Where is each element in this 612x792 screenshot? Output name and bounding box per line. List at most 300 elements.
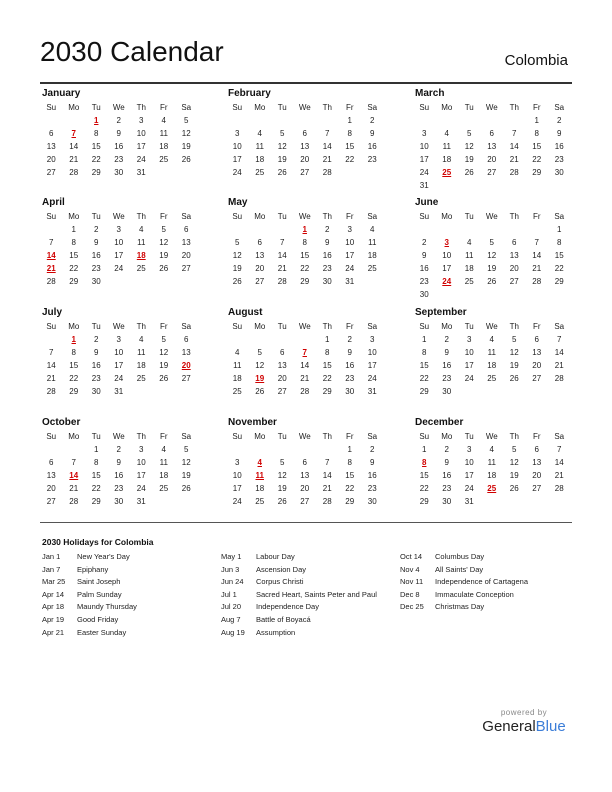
day: 24 <box>136 484 146 493</box>
day: 20 <box>277 374 287 383</box>
day: 24 <box>419 168 429 177</box>
day: 12 <box>277 142 287 151</box>
holiday-day: 25 <box>442 168 452 177</box>
day: 1 <box>422 335 427 344</box>
weekday-label: We <box>298 432 311 441</box>
day: 5 <box>161 225 166 234</box>
weekday-label: Mo <box>441 103 453 112</box>
day: 22 <box>69 374 79 383</box>
day: 27 <box>487 168 497 177</box>
day: 28 <box>554 374 564 383</box>
day: 22 <box>532 155 542 164</box>
day: 8 <box>325 348 330 357</box>
day: 19 <box>181 142 191 151</box>
weekday-label: We <box>112 432 125 441</box>
holiday-column <box>221 551 377 639</box>
weekday-label: Mo <box>68 322 80 331</box>
day: 6 <box>534 445 539 454</box>
day: 26 <box>277 497 287 506</box>
holiday-name: Immaculate Conception <box>435 589 514 599</box>
weekday-label: Fr <box>532 212 541 221</box>
day: 26 <box>159 374 169 383</box>
day: 12 <box>509 458 519 467</box>
day-grid <box>40 333 200 398</box>
day: 22 <box>345 484 355 493</box>
weekday-label: Mo <box>68 212 80 221</box>
day: 28 <box>532 277 542 286</box>
holiday-name: New Year's Day <box>77 552 130 561</box>
empty-day <box>458 223 481 236</box>
day: 16 <box>91 361 101 370</box>
weekday-header <box>413 430 573 443</box>
brand-general: General <box>482 718 536 735</box>
month-december <box>413 416 573 508</box>
weekday-label: We <box>485 212 498 221</box>
holiday-date: Jul 1 <box>221 589 237 599</box>
day: 12 <box>277 471 287 480</box>
weekday-label: Th <box>322 322 332 331</box>
day: 26 <box>464 168 474 177</box>
empty-day <box>413 223 436 236</box>
holiday-day: 3 <box>444 238 449 247</box>
holiday-day: 4 <box>257 458 262 467</box>
day: 18 <box>255 155 265 164</box>
day: 6 <box>257 238 262 247</box>
day: 7 <box>512 129 517 138</box>
weekday-label: We <box>298 103 311 112</box>
day: 12 <box>181 458 191 467</box>
day: 28 <box>69 168 79 177</box>
day: 7 <box>534 238 539 247</box>
day: 23 <box>442 374 452 383</box>
day: 24 <box>232 168 242 177</box>
day: 11 <box>465 251 474 260</box>
month-name: September <box>415 307 467 318</box>
weekday-label: Sa <box>181 322 192 331</box>
day: 2 <box>94 225 99 234</box>
empty-day <box>271 333 294 346</box>
day: 8 <box>347 129 352 138</box>
empty-day <box>40 443 63 456</box>
month-name: June <box>415 197 439 208</box>
month-name: April <box>42 197 65 208</box>
holiday-row <box>42 627 137 640</box>
day: 1 <box>325 335 330 344</box>
weekday-label: Th <box>136 322 146 331</box>
weekday-label: Sa <box>367 103 378 112</box>
weekday-label: Fr <box>159 212 168 221</box>
weekday-label: Tu <box>91 212 101 221</box>
day: 27 <box>532 374 542 383</box>
holiday-row <box>42 614 137 627</box>
empty-day <box>436 114 459 127</box>
day: 24 <box>232 497 242 506</box>
day: 31 <box>464 497 474 506</box>
weekday-label: Sa <box>367 432 378 441</box>
day: 11 <box>487 348 496 357</box>
weekday-label: Su <box>46 322 57 331</box>
day: 9 <box>325 238 330 247</box>
day: 28 <box>277 277 287 286</box>
day: 21 <box>509 155 519 164</box>
day: 11 <box>255 142 264 151</box>
day: 1 <box>347 445 352 454</box>
day: 23 <box>345 374 355 383</box>
day: 17 <box>232 484 242 493</box>
empty-day <box>294 333 317 346</box>
weekday-label: Su <box>46 432 57 441</box>
holiday-row <box>400 589 528 602</box>
weekday-header <box>40 210 200 223</box>
weekday-label: We <box>298 212 311 221</box>
day: 21 <box>69 155 79 164</box>
weekday-label: Su <box>419 432 430 441</box>
day: 30 <box>114 497 124 506</box>
empty-day <box>249 114 272 127</box>
holiday-row <box>400 576 528 589</box>
day: 5 <box>280 458 285 467</box>
weekday-label: Mo <box>441 432 453 441</box>
weekday-label: Sa <box>554 103 565 112</box>
day: 21 <box>300 374 310 383</box>
holiday-name: Independence Day <box>256 602 319 612</box>
day: 13 <box>300 142 310 151</box>
empty-day <box>63 114 86 127</box>
day: 28 <box>509 168 519 177</box>
day-grid <box>40 114 200 179</box>
holiday-day: 1 <box>302 225 307 234</box>
day: 14 <box>322 142 332 151</box>
weekday-label: Mo <box>68 103 80 112</box>
weekday-label: Tu <box>464 212 474 221</box>
day: 3 <box>116 335 121 344</box>
weekday-label: Tu <box>464 103 474 112</box>
day: 9 <box>347 348 352 357</box>
day: 1 <box>534 116 539 125</box>
weekday-label: We <box>112 103 125 112</box>
weekday-label: Tu <box>91 432 101 441</box>
day: 21 <box>532 264 542 273</box>
weekday-header <box>226 320 386 333</box>
day: 16 <box>442 361 452 370</box>
day: 19 <box>159 251 169 260</box>
weekday-label: Su <box>419 212 430 221</box>
day: 18 <box>232 374 242 383</box>
weekday-label: Fr <box>532 103 541 112</box>
day: 3 <box>139 116 144 125</box>
day: 4 <box>139 225 144 234</box>
weekday-label: Fr <box>159 103 168 112</box>
holiday-row <box>221 627 377 640</box>
day: 8 <box>302 238 307 247</box>
holiday-day: 14 <box>46 251 56 260</box>
day: 16 <box>419 264 429 273</box>
day: 26 <box>255 387 265 396</box>
holiday-date: Aug 19 <box>221 627 245 637</box>
holiday-name: Ascension Day <box>256 564 307 574</box>
day: 20 <box>487 155 497 164</box>
day: 23 <box>322 264 332 273</box>
day: 30 <box>322 277 332 286</box>
day: 24 <box>114 264 124 273</box>
day: 1 <box>347 116 352 125</box>
day: 19 <box>464 155 474 164</box>
page-title: 2030 Calendar <box>40 36 224 67</box>
holidays-title: 2030 Holidays for Colombia <box>42 537 154 547</box>
day: 7 <box>325 129 330 138</box>
day: 16 <box>114 142 124 151</box>
day: 15 <box>322 361 332 370</box>
day: 7 <box>557 445 562 454</box>
day: 22 <box>300 264 310 273</box>
day: 3 <box>116 225 121 234</box>
month-february <box>226 87 386 179</box>
weekday-label: Th <box>509 212 519 221</box>
day: 3 <box>235 129 240 138</box>
day: 19 <box>509 471 519 480</box>
empty-day <box>316 114 339 127</box>
day: 27 <box>181 374 191 383</box>
day: 8 <box>71 348 76 357</box>
day: 31 <box>114 387 124 396</box>
day: 16 <box>554 142 564 151</box>
day: 27 <box>300 497 310 506</box>
month-name: January <box>42 88 81 99</box>
weekday-label: Fr <box>345 322 354 331</box>
day: 18 <box>159 471 169 480</box>
day: 27 <box>277 387 287 396</box>
day-grid <box>226 114 386 179</box>
weekday-label: Mo <box>254 322 266 331</box>
day: 14 <box>322 471 332 480</box>
day: 4 <box>444 129 449 138</box>
day: 7 <box>280 238 285 247</box>
day: 6 <box>184 225 189 234</box>
empty-day <box>63 443 86 456</box>
holiday-column <box>400 551 528 614</box>
empty-day <box>226 443 249 456</box>
day: 12 <box>159 238 169 247</box>
day: 30 <box>91 387 101 396</box>
day: 29 <box>419 497 429 506</box>
day: 22 <box>345 155 355 164</box>
day: 21 <box>69 484 79 493</box>
weekday-label: Fr <box>159 432 168 441</box>
day: 13 <box>300 471 310 480</box>
day: 10 <box>114 348 124 357</box>
day: 25 <box>136 374 146 383</box>
day: 4 <box>235 348 240 357</box>
day: 8 <box>94 129 99 138</box>
day: 18 <box>255 484 265 493</box>
holiday-row <box>400 564 528 577</box>
day: 5 <box>489 238 494 247</box>
empty-day <box>458 114 481 127</box>
weekday-label: We <box>485 103 498 112</box>
day: 4 <box>161 445 166 454</box>
day: 27 <box>46 168 56 177</box>
day: 20 <box>532 471 542 480</box>
day: 9 <box>370 458 375 467</box>
day: 29 <box>345 497 355 506</box>
day: 20 <box>300 484 310 493</box>
day: 15 <box>532 142 542 151</box>
weekday-header <box>226 101 386 114</box>
day: 30 <box>442 387 452 396</box>
holidays-divider <box>40 522 572 523</box>
holiday-day: 1 <box>94 116 99 125</box>
holiday-name: All Saints' Day <box>435 564 484 574</box>
day: 29 <box>69 387 79 396</box>
day: 8 <box>71 238 76 247</box>
day: 13 <box>181 238 191 247</box>
holiday-date: Nov 4 <box>400 564 420 574</box>
month-name: March <box>415 88 445 99</box>
day: 8 <box>422 348 427 357</box>
day: 5 <box>512 335 517 344</box>
empty-day <box>40 223 63 236</box>
day: 18 <box>367 251 377 260</box>
weekday-label: Th <box>322 103 332 112</box>
day: 3 <box>467 445 472 454</box>
holiday-date: Dec 8 <box>400 589 420 599</box>
day-grid <box>413 114 573 192</box>
country-label: Colombia <box>504 52 568 69</box>
day: 3 <box>139 445 144 454</box>
day: 4 <box>161 116 166 125</box>
day: 22 <box>91 484 101 493</box>
day: 21 <box>554 361 564 370</box>
weekday-label: Su <box>419 322 430 331</box>
day: 26 <box>277 168 287 177</box>
day: 15 <box>345 142 355 151</box>
weekday-header <box>226 430 386 443</box>
weekday-label: Su <box>419 103 430 112</box>
day: 30 <box>345 387 355 396</box>
weekday-label: Sa <box>181 212 192 221</box>
day: 26 <box>509 374 519 383</box>
brand-blue: Blue <box>535 718 566 735</box>
weekday-label: Fr <box>532 432 541 441</box>
day: 13 <box>532 348 542 357</box>
day: 15 <box>345 471 355 480</box>
holiday-day: 20 <box>181 361 191 370</box>
day: 27 <box>532 484 542 493</box>
weekday-header <box>40 101 200 114</box>
holiday-row <box>42 601 137 614</box>
weekday-label: Su <box>232 322 243 331</box>
weekday-label: Th <box>509 322 519 331</box>
day: 14 <box>300 361 310 370</box>
day: 13 <box>181 348 191 357</box>
day: 28 <box>300 387 310 396</box>
day: 22 <box>419 484 429 493</box>
day: 22 <box>322 374 332 383</box>
day: 10 <box>345 238 355 247</box>
day: 23 <box>419 277 429 286</box>
day: 27 <box>509 277 519 286</box>
day: 24 <box>114 374 124 383</box>
day: 8 <box>347 458 352 467</box>
day: 4 <box>370 225 375 234</box>
day: 16 <box>442 471 452 480</box>
empty-day <box>271 114 294 127</box>
day: 7 <box>71 458 76 467</box>
day: 2 <box>557 116 562 125</box>
holiday-row <box>42 589 137 602</box>
weekday-label: Mo <box>68 432 80 441</box>
day: 22 <box>69 264 79 273</box>
holiday-day: 19 <box>255 374 265 383</box>
day: 12 <box>159 348 169 357</box>
day: 25 <box>367 264 377 273</box>
holiday-row <box>221 564 377 577</box>
day: 8 <box>534 129 539 138</box>
day: 31 <box>136 497 146 506</box>
day: 30 <box>419 290 429 299</box>
weekday-label: Th <box>322 432 332 441</box>
weekday-label: Tu <box>464 432 474 441</box>
weekday-label: Su <box>232 432 243 441</box>
day: 16 <box>345 361 355 370</box>
weekday-label: Mo <box>441 322 453 331</box>
weekday-label: Su <box>232 103 243 112</box>
day: 4 <box>489 445 494 454</box>
empty-day <box>503 114 526 127</box>
weekday-label: Mo <box>441 212 453 221</box>
weekday-label: Mo <box>254 103 266 112</box>
weekday-label: Sa <box>554 322 565 331</box>
weekday-label: Su <box>46 212 57 221</box>
day: 15 <box>300 251 310 260</box>
day: 17 <box>345 251 355 260</box>
holiday-day: 24 <box>442 277 452 286</box>
day-grid <box>40 443 200 508</box>
day: 30 <box>554 168 564 177</box>
holiday-name: Labour Day <box>256 552 295 561</box>
month-november <box>226 416 386 508</box>
empty-day <box>249 333 272 346</box>
day: 31 <box>419 181 429 190</box>
holiday-day: 21 <box>46 264 56 273</box>
weekday-label: Th <box>509 103 519 112</box>
weekday-label: We <box>485 322 498 331</box>
holiday-date: Apr 18 <box>42 602 65 612</box>
day: 16 <box>367 142 377 151</box>
day: 29 <box>69 277 79 286</box>
weekday-label: Fr <box>345 103 354 112</box>
day: 17 <box>367 361 377 370</box>
day: 2 <box>94 335 99 344</box>
day: 13 <box>46 471 56 480</box>
day: 2 <box>370 116 375 125</box>
day: 26 <box>487 277 497 286</box>
day: 17 <box>442 264 452 273</box>
weekday-label: Fr <box>532 322 541 331</box>
day: 17 <box>232 155 242 164</box>
month-name: July <box>42 307 63 318</box>
day: 11 <box>159 129 168 138</box>
day: 11 <box>137 238 146 247</box>
weekday-label: Tu <box>91 322 101 331</box>
empty-day <box>40 333 63 346</box>
empty-day <box>503 223 526 236</box>
day: 29 <box>91 497 101 506</box>
holiday-date: Mar 25 <box>42 577 66 587</box>
holiday-day: 18 <box>136 251 146 260</box>
day: 20 <box>46 484 56 493</box>
day: 10 <box>442 251 452 260</box>
